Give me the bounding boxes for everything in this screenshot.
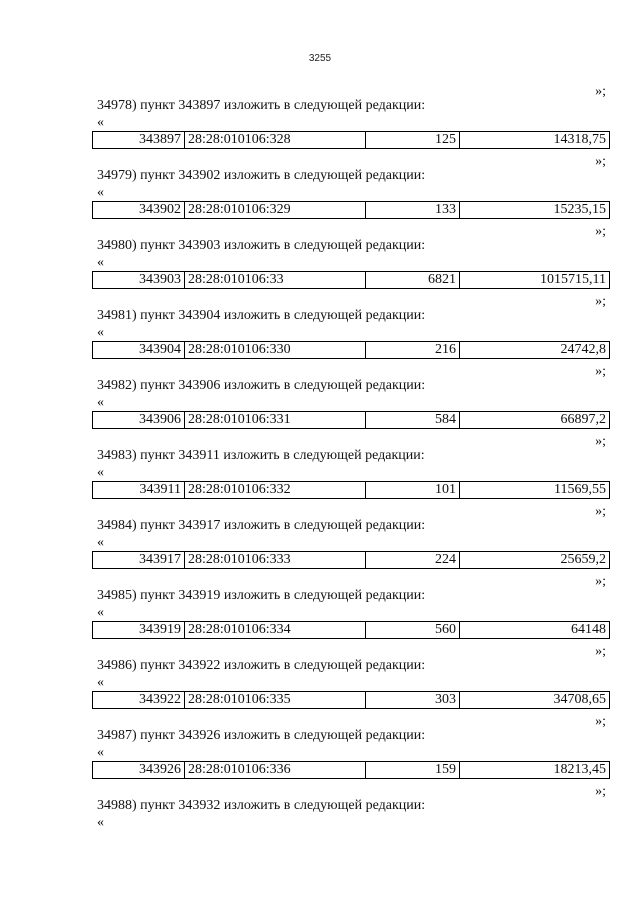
amendment-instruction: 34979) пункт 343902 изложить в следующей редакции:: [97, 168, 426, 183]
value-cell: 11569,55: [554, 482, 606, 497]
amendment-instruction: 34981) пункт 343904 изложить в следующей редакции:: [97, 308, 426, 323]
opening-quote: «: [97, 185, 104, 200]
closing-quote: »;: [595, 784, 606, 799]
amendment-instruction: 34986) пункт 343922 изложить в следующей редакции:: [97, 658, 426, 673]
amendment-block: [0, 434, 640, 504]
amendment-instruction: 34983) пункт 343911 изложить в следующей редакции:: [97, 448, 425, 463]
amendment-block: [0, 644, 640, 714]
amendment-block: [0, 294, 640, 364]
item-number-cell: 343919: [93, 622, 185, 638]
opening-quote: «: [97, 465, 104, 480]
cadastral-number-cell: 28:28:010106:331: [185, 412, 366, 428]
area-cell: 125: [366, 132, 460, 148]
table-row: [92, 411, 610, 429]
closing-quote: »;: [595, 644, 606, 659]
area-cell: 216: [366, 342, 460, 358]
closing-quote: »;: [595, 224, 606, 239]
value-cell: 15235,15: [553, 202, 606, 217]
opening-quote: «: [97, 395, 104, 410]
table-row: [92, 761, 610, 779]
amendment-block: [0, 84, 640, 154]
table-row: [92, 131, 610, 149]
closing-quote: »;: [595, 84, 606, 99]
page-number: 3255: [308, 53, 332, 64]
value-cell: 14318,75: [553, 132, 606, 147]
item-number-cell: 343926: [93, 762, 185, 778]
area-cell: 159: [366, 762, 460, 778]
item-number-cell: 343902: [93, 202, 185, 218]
value-cell: 18213,45: [553, 762, 606, 777]
item-number-cell: 343922: [93, 692, 185, 708]
table-row: [92, 341, 610, 359]
value-cell: 66897,2: [560, 412, 606, 427]
value-cell: 64148: [571, 622, 606, 637]
amendment-instruction: 34982) пункт 343906 изложить в следующей редакции:: [97, 378, 426, 393]
amendment-instruction: 34987) пункт 343926 изложить в следующей редакции:: [97, 728, 426, 743]
amendment-block: [0, 784, 640, 854]
table-row: [92, 481, 610, 499]
value-cell: 34708,65: [553, 692, 606, 707]
amendment-block: [0, 364, 640, 434]
table-row: [92, 621, 610, 639]
item-number-cell: 343906: [93, 412, 185, 428]
cadastral-number-cell: 28:28:010106:33: [185, 272, 366, 288]
amendment-block: [0, 504, 640, 574]
item-number-cell: 343904: [93, 342, 185, 358]
cadastral-number-cell: 28:28:010106:330: [185, 342, 366, 358]
table-row: [92, 201, 610, 219]
cadastral-number-cell: 28:28:010106:328: [185, 132, 366, 148]
amendment-block: [0, 574, 640, 644]
closing-quote: »;: [595, 154, 606, 169]
cadastral-number-cell: 28:28:010106:335: [185, 692, 366, 708]
opening-quote: «: [97, 255, 104, 270]
closing-quote: »;: [595, 364, 606, 379]
area-cell: 584: [366, 412, 460, 428]
opening-quote: «: [97, 325, 104, 340]
amendment-block: [0, 154, 640, 224]
amendment-instruction: 34985) пункт 343919 изложить в следующей редакции:: [97, 588, 426, 603]
item-number-cell: 343897: [93, 132, 185, 148]
table-row: [92, 551, 610, 569]
amendment-instruction: 34988) пункт 343932 изложить в следующей редакции:: [97, 798, 426, 813]
closing-quote: »;: [595, 294, 606, 309]
item-number-cell: 343917: [93, 552, 185, 568]
table-row: [92, 691, 610, 709]
amendment-instruction: 34978) пункт 343897 изложить в следующей редакции:: [97, 98, 426, 113]
item-number-cell: 343911: [93, 482, 185, 498]
opening-quote: «: [97, 745, 104, 760]
area-cell: 560: [366, 622, 460, 638]
cadastral-number-cell: 28:28:010106:332: [185, 482, 366, 498]
closing-quote: »;: [595, 714, 606, 729]
opening-quote: «: [97, 675, 104, 690]
closing-quote: »;: [595, 434, 606, 449]
cadastral-number-cell: 28:28:010106:333: [185, 552, 366, 568]
area-cell: 224: [366, 552, 460, 568]
cadastral-number-cell: 28:28:010106:336: [185, 762, 366, 778]
opening-quote: «: [97, 815, 104, 830]
amendment-block: [0, 714, 640, 784]
closing-quote: »;: [595, 504, 606, 519]
cadastral-number-cell: 28:28:010106:329: [185, 202, 366, 218]
value-cell: 24742,8: [560, 342, 606, 357]
cadastral-number-cell: 28:28:010106:334: [185, 622, 366, 638]
value-cell: 25659,2: [560, 552, 606, 567]
amendment-instruction: 34980) пункт 343903 изложить в следующей редакции:: [97, 238, 426, 253]
area-cell: 133: [366, 202, 460, 218]
amendment-block: [0, 224, 640, 294]
item-number-cell: 343903: [93, 272, 185, 288]
closing-quote: »;: [595, 574, 606, 589]
opening-quote: «: [97, 115, 104, 130]
amendment-instruction: 34984) пункт 343917 изложить в следующей редакции:: [97, 518, 426, 533]
opening-quote: «: [97, 535, 104, 550]
opening-quote: «: [97, 605, 104, 620]
value-cell: 1015715,11: [540, 272, 606, 287]
area-cell: 303: [366, 692, 460, 708]
area-cell: 6821: [366, 272, 460, 288]
area-cell: 101: [366, 482, 460, 498]
table-row: [92, 271, 610, 289]
